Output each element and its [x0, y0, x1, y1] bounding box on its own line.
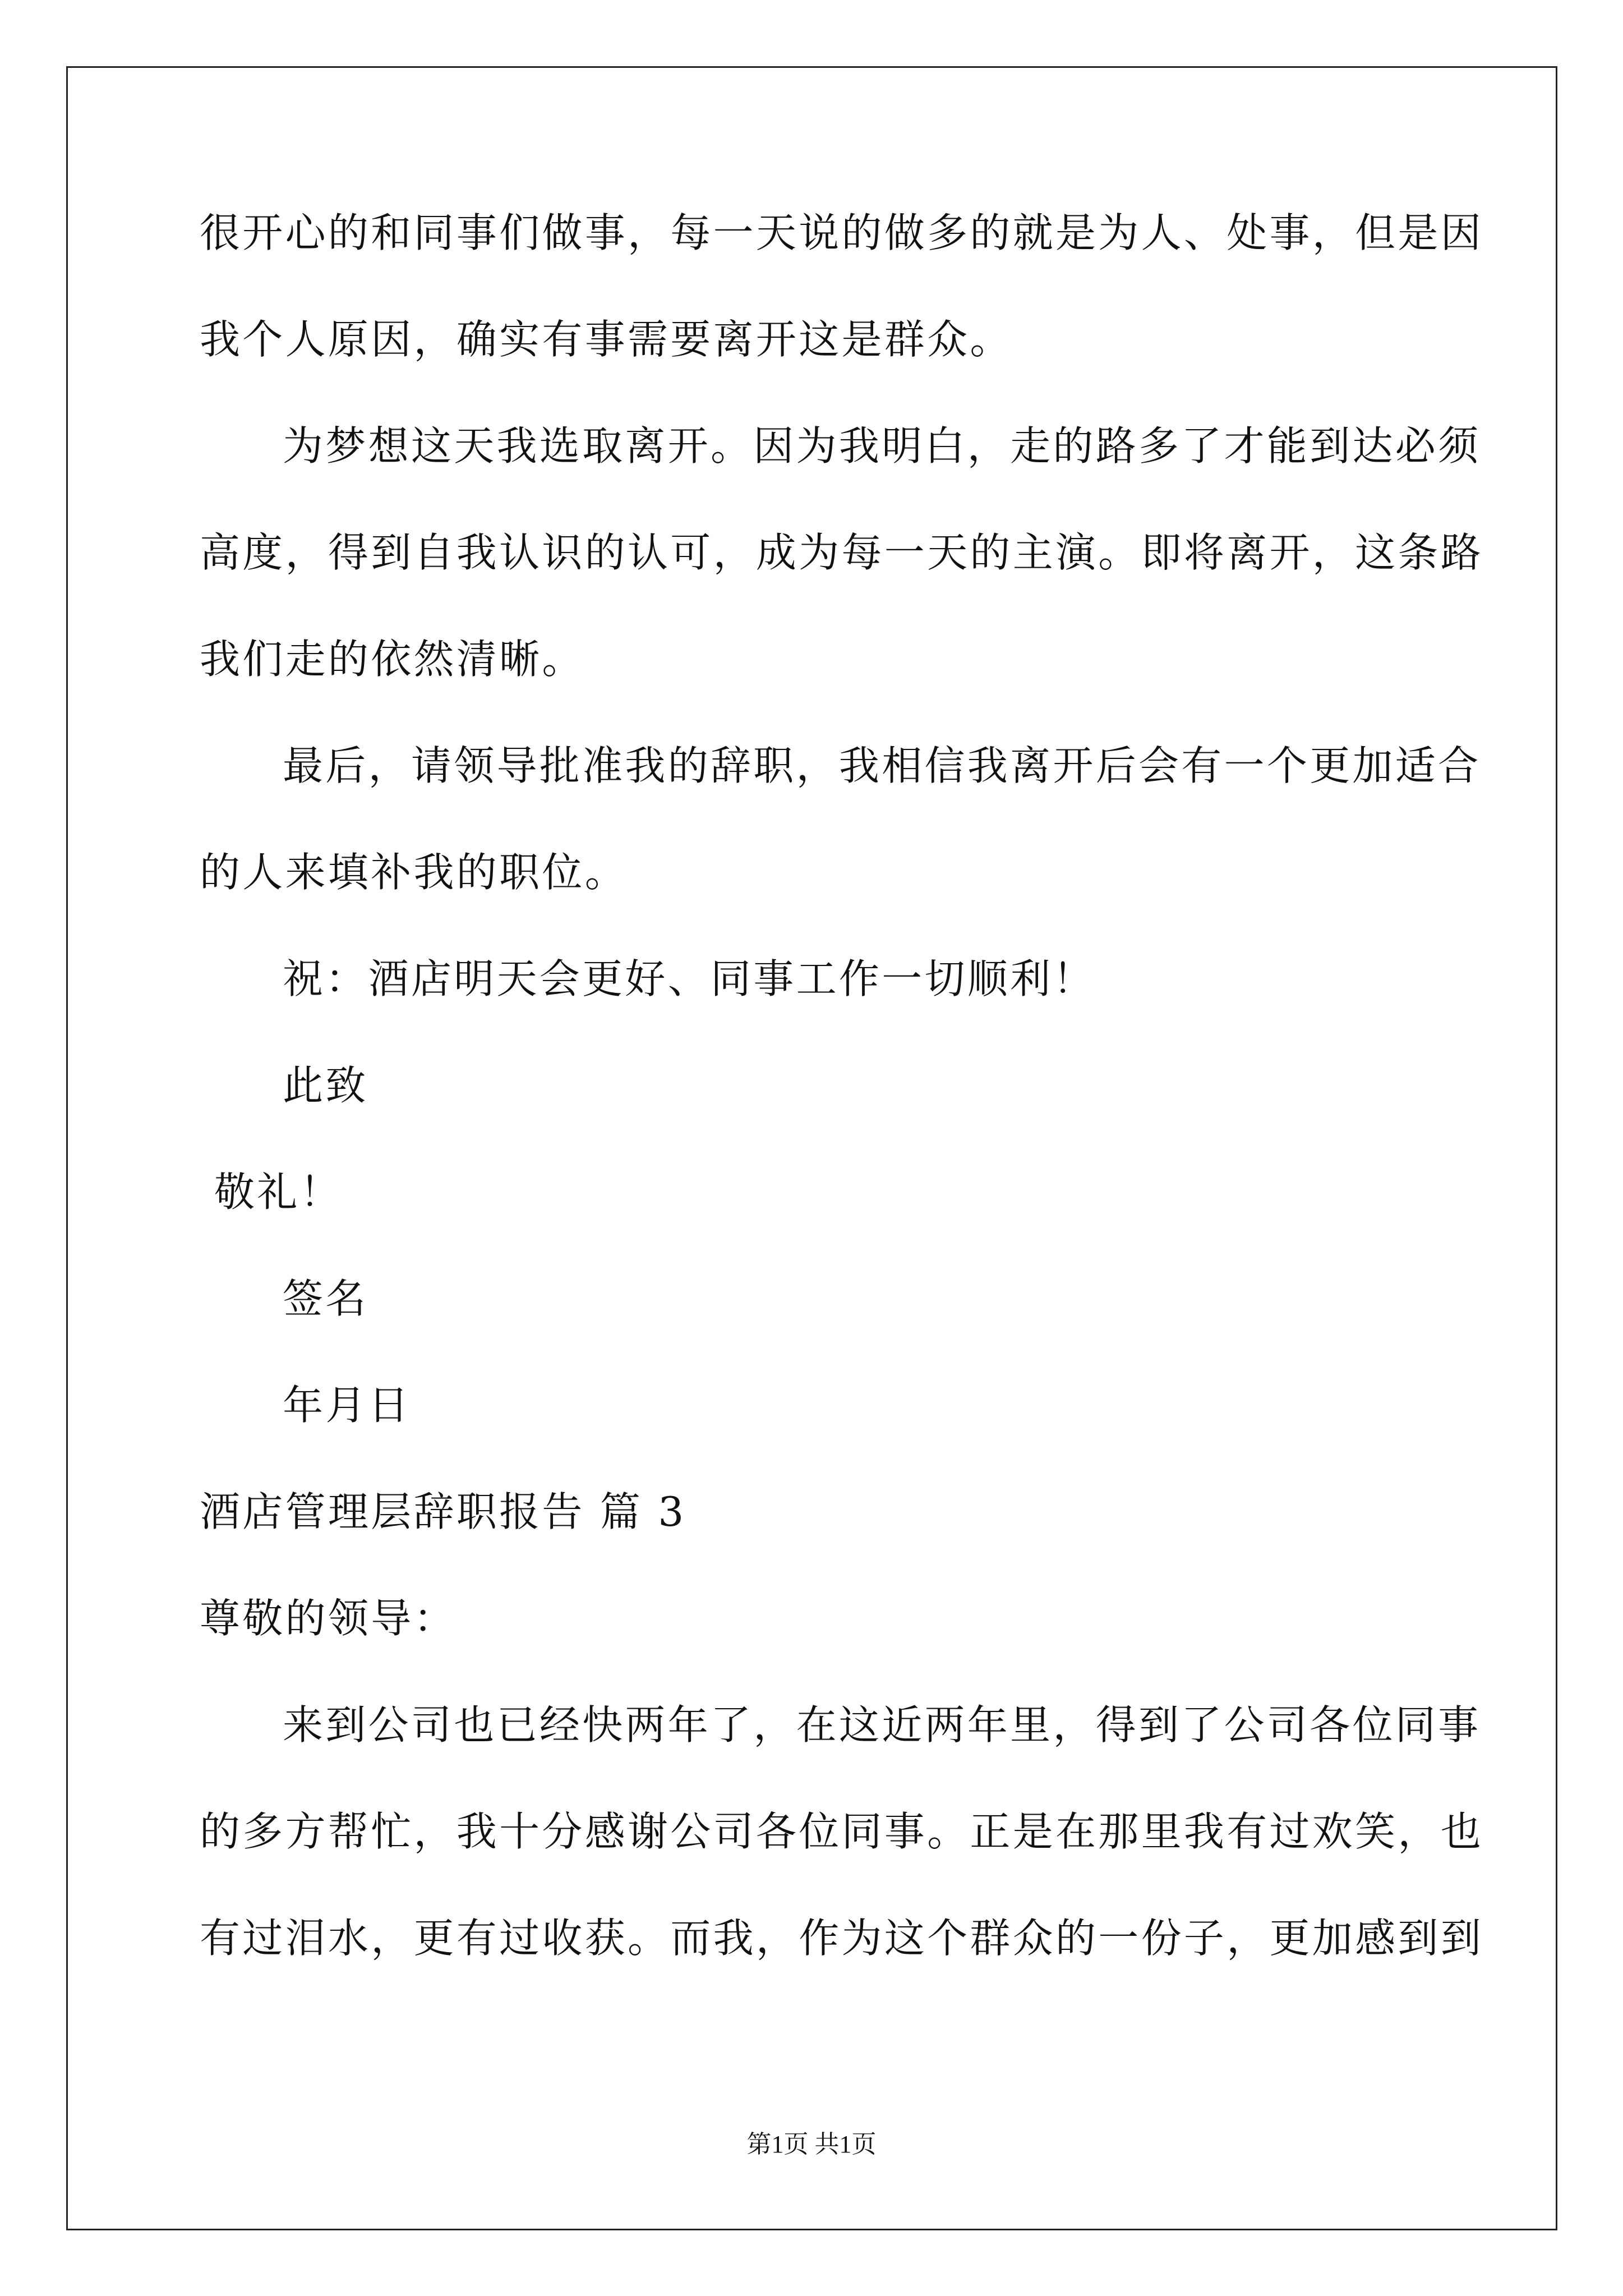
date-line: 年月日 [283, 1382, 411, 1429]
paragraph-line: 的人来填补我的职位。 [200, 849, 628, 896]
paragraph-line: 很开心的和同事们做事，每一天说的做多的就是为人、处事，但是因 [200, 209, 1484, 256]
paragraph-line: 最后，请领导批准我的辞职，我相信我离开后会有一个更加适合 [283, 742, 1481, 789]
paragraph-line: 我个人原因，确实有事需要离开这是群众。 [200, 316, 1013, 363]
page-footer: 第1页 共1页 [746, 2131, 877, 2158]
paragraph-line: 的多方帮忙，我十分感谢公司各位同事。正是在那里我有过欢笑，也 [200, 1808, 1484, 1855]
greeting-line: 尊敬的领导： [200, 1595, 457, 1642]
paragraph-line: 高度，得到自我认识的认可，成为每一天的主演。即将离开，这条路 [200, 529, 1484, 576]
section-title: 酒店管理层辞职报告 篇 3 [200, 1488, 686, 1535]
paragraph-line: 有过泪水，更有过收获。而我，作为这个群众的一份子，更加感到到 [200, 1915, 1484, 1962]
paragraph-line: 我们走的依然清晰。 [200, 636, 585, 683]
paragraph-line: 来到公司也已经快两年了，在这近两年里，得到了公司各位同事 [283, 1701, 1481, 1749]
paragraph-line: 为梦想这天我选取离开。因为我明白，走的路多了才能到达必须 [283, 422, 1481, 470]
signature-line: 签名 [283, 1275, 368, 1322]
document-body [200, 208, 1484, 2019]
closing-wish: 祝：酒店明天会更好、同事工作一切顺利！ [283, 955, 1096, 1002]
salutation-line: 此致 [283, 1062, 368, 1109]
salutation-line: 敬礼！ [214, 1168, 343, 1216]
